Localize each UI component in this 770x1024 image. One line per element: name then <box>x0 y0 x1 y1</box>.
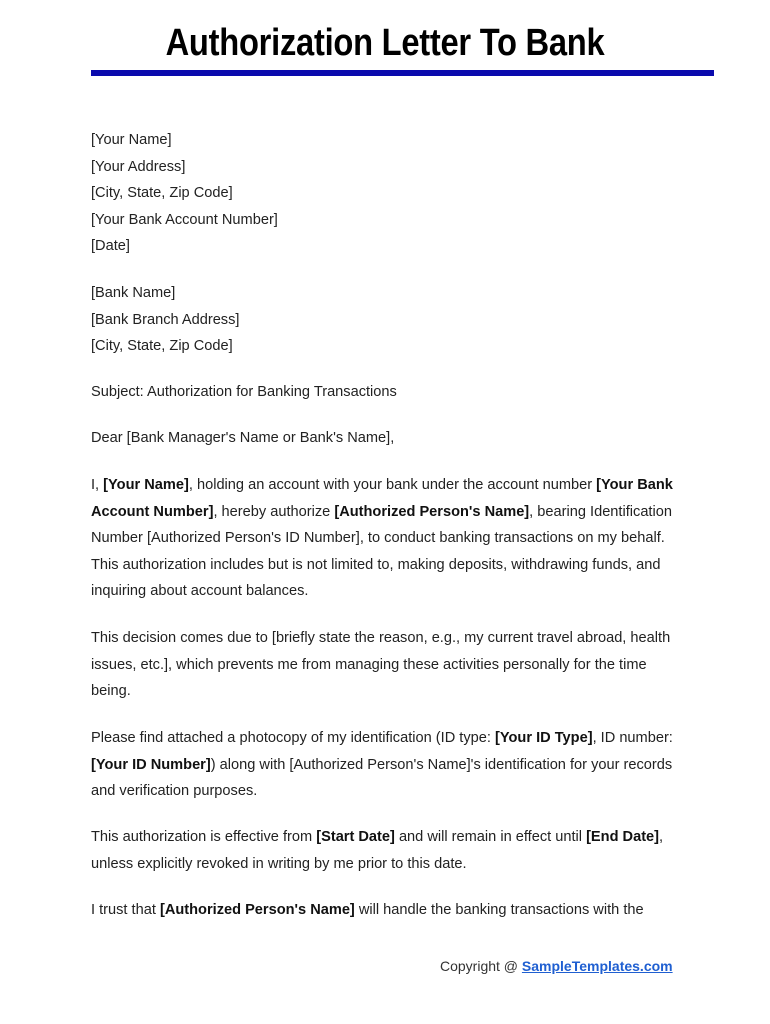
placeholder-field: [Your Bank Account Number] <box>91 477 673 520</box>
paragraph-text: This decision comes due to [briefly state the reason, e.g., my current travel abroad, health issues, etc.], which prevents me from managing these activities personally for the time being. <box>91 630 671 700</box>
sender-name: [Your Name] <box>91 132 172 148</box>
bank-name: [Bank Name] <box>91 285 176 301</box>
sampletemplates-link[interactable]: SampleTemplates.com <box>521 958 673 974</box>
sender-address-block <box>91 127 687 260</box>
paragraph-text: , ID number: <box>592 730 673 746</box>
copyright-footer <box>440 958 673 974</box>
paragraph-text: I, <box>91 477 104 493</box>
paragraph-text: Please find attached a photocopy of my identification (ID type: <box>91 730 495 746</box>
paragraph-effective-dates <box>91 824 687 877</box>
subject-line: Subject: Authorization for Banking Transactions <box>91 384 397 400</box>
placeholder-field: [Authorized Person's Name] <box>159 902 355 918</box>
page-title: Authorization Letter To Bank <box>165 22 605 64</box>
paragraph-text: ) along with [Authorized Person's Name]'s identification for your records and verification purposes. <box>91 756 673 800</box>
placeholder-field: [Your ID Type] <box>495 730 593 746</box>
paragraph-text: , holding an account with your bank under the account number <box>188 477 597 493</box>
salutation: Dear [Bank Manager's Name or Bank's Name], <box>91 430 395 446</box>
paragraph-text: This authorization is effective from <box>91 829 317 845</box>
sender-account: [Your Bank Account Number] <box>91 211 278 228</box>
paragraph-text: I trust that <box>91 902 160 918</box>
bank-city: [City, State, Zip Code] <box>91 338 233 355</box>
sender-city: [City, State, Zip Code] <box>91 185 233 202</box>
copyright-text: Copyright @ <box>440 958 522 974</box>
bank-branch-address: [Bank Branch Address] <box>91 311 240 328</box>
placeholder-field: [Authorized Person's Name] <box>334 503 530 520</box>
placeholder-field: [Start Date] <box>316 829 395 845</box>
title-underline <box>91 70 714 76</box>
sender-address: [Your Address] <box>91 158 186 175</box>
paragraph-reason <box>91 625 687 705</box>
placeholder-field: [Your ID Number] <box>91 756 211 773</box>
paragraph-authorization <box>91 472 687 605</box>
placeholder-field: [Your Name] <box>103 477 189 493</box>
paragraph-text: will handle the banking transactions with the <box>354 902 644 918</box>
paragraph-text: , unless explicitly revoked in writing by me prior to this date. <box>91 829 664 872</box>
placeholder-field: [End Date] <box>586 829 660 845</box>
paragraph-trust <box>91 897 687 924</box>
paragraph-text: and will remain in effect until <box>394 829 587 845</box>
paragraph-text: , hereby authorize <box>213 503 335 520</box>
paragraph-identification <box>91 725 687 805</box>
recipient-address-block <box>91 280 687 360</box>
letter-date: [Date] <box>91 238 130 255</box>
paragraph-text: , bearing Identification Number [Authorized Person's ID Number], to conduct banking transactions on my behalf. This authorization includes but is not limited to, making deposits, withdrawing funds, and inquiring about account balances. <box>91 503 672 600</box>
